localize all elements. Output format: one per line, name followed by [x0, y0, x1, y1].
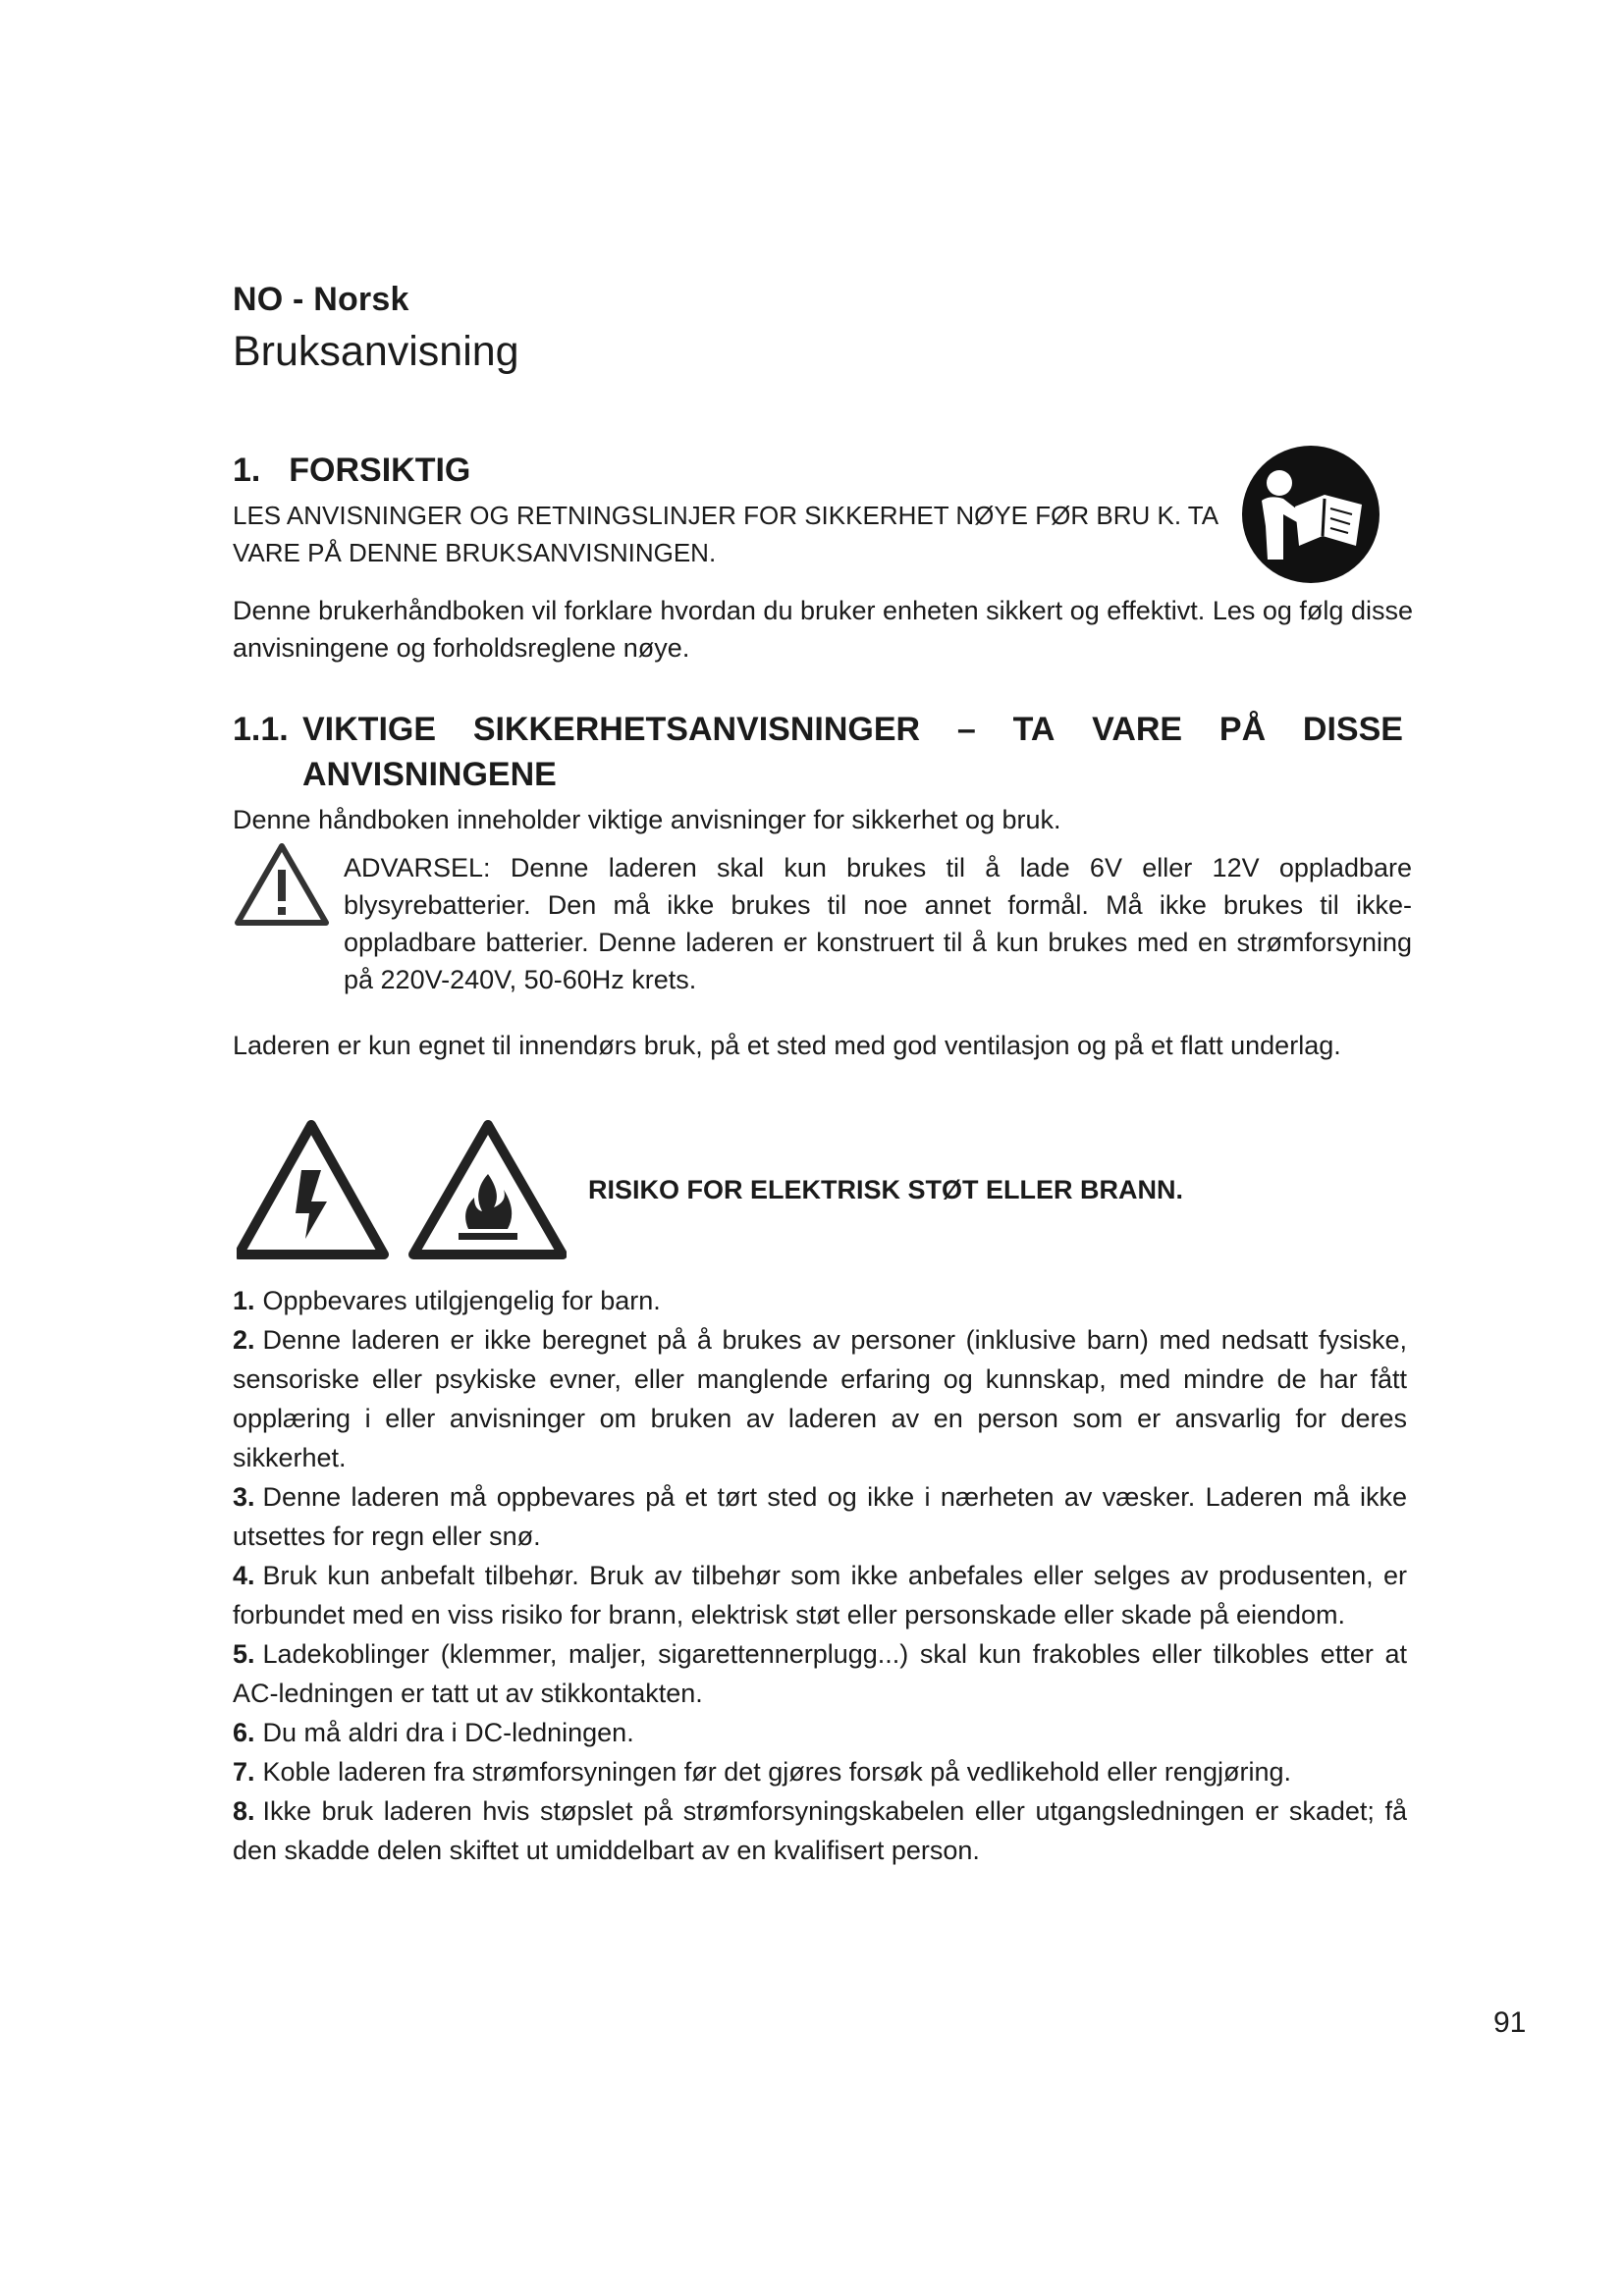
document-title: Bruksanvisning	[233, 328, 519, 375]
warning-triangle-icon	[235, 842, 329, 927]
list-item	[233, 1752, 1407, 1791]
language-heading: NO - Norsk	[233, 281, 409, 318]
list-item	[233, 1634, 1407, 1713]
section-1-1-intro: Denne håndboken inneholder viktige anvisninger for sikkerhet og bruk.	[233, 805, 1061, 834]
section-1-caps-notice	[233, 497, 1244, 571]
list-item-text: Bruk kun anbefalt tilbehør. Bruk av tilbehør som ikke anbefales eller selges av produsenten, er forbundet med en viss risiko for brann, elektrisk støt eller personskade eller skade på eiendom.	[233, 1561, 1407, 1629]
list-item-number: 7.	[233, 1757, 255, 1787]
read-manual-icon	[1240, 444, 1381, 585]
fire-hazard-icon	[413, 1125, 563, 1255]
heading-word: SIKKERHETSANVISNINGER	[472, 711, 921, 748]
list-item	[233, 1556, 1407, 1634]
page-number: 91	[1493, 2006, 1527, 2039]
section-1-intro: Denne brukerhåndboken vil forklare hvordan du bruker enheten sikkert og effektivt. Les og følg disse anvisningene og forholdsreglene nøye.	[233, 596, 1413, 663]
list-item	[233, 1713, 1407, 1752]
section-1-1-heading	[233, 707, 1403, 797]
list-item	[233, 1320, 1407, 1477]
heading-word: PÅ	[1218, 711, 1267, 748]
caps-notice-line: LES ANVISNINGER OG RETNINGSLINJER FOR SIKKERHET NØYE FØR BRU K. TA	[233, 501, 1219, 530]
list-item	[233, 1477, 1407, 1556]
heading-word: –	[956, 711, 976, 748]
heading-word: TA	[1012, 711, 1056, 748]
heading-word: DISSE	[1302, 711, 1403, 748]
list-item-number: 5.	[233, 1639, 255, 1669]
list-item	[233, 1281, 1407, 1320]
list-item-text: Koble laderen fra strømforsyningen før det gjøres forsøk på vedlikehold eller rengjøring.	[262, 1757, 1291, 1787]
warning-paragraph: ADVARSEL: Denne laderen skal kun brukes til å lade 6V eller 12V oppladbare blysyrebatterier. Den må ikke brukes til noe annet formål. Må ikke brukes til ikke-oppladbare batterier. Denne laderen er konstruert til å kun brukes med en strømforsyning på 220V-240V, 50-60Hz krets.	[344, 853, 1412, 994]
list-item-text: Denne laderen må oppbevares på et tørt sted og ikke i nærheten av væsker. Laderen må ikke utsettes for regn eller snø.	[233, 1482, 1407, 1551]
section-1-1-title-line2: ANVISNINGENE	[302, 756, 557, 793]
section-1-title: FORSIKTIG	[289, 452, 471, 489]
list-item-number: 4.	[233, 1561, 255, 1590]
heading-word: VARE	[1092, 711, 1183, 748]
list-item	[233, 1791, 1407, 1870]
safety-rules-list	[233, 1281, 1407, 1870]
list-item-number: 6.	[233, 1718, 255, 1747]
list-item-number: 2.	[233, 1325, 255, 1355]
list-item-text: Du må aldri dra i DC-ledningen.	[262, 1718, 634, 1747]
list-item-number: 8.	[233, 1796, 255, 1826]
electric-shock-icon	[239, 1125, 384, 1255]
section-1-1-number: 1.1.	[233, 711, 289, 748]
list-item-number: 3.	[233, 1482, 255, 1512]
list-item-text: Denne laderen er ikke beregnet på å brukes av personer (inklusive barn) med nedsatt fysiske, sensoriske eller psykiske evner, eller manglende erfaring og kunnskap, med mindre de har fått opplæring i eller anvisninger om bruken av laderen av en person som er ansvarlig for deres sikkerhet.	[233, 1325, 1407, 1472]
list-item-text: Ladekoblinger (klemmer, maljer, sigarettennerplugg...) skal kun frakobles eller tilkobles etter at AC-ledningen er tatt ut av stikkontakten.	[233, 1639, 1407, 1708]
list-item-text: Ikke bruk laderen hvis støpslet på strømforsyningskabelen eller utgangsledningen er skadet; få den skadde delen skiftet ut umiddelbart av en kvalifisert person.	[233, 1796, 1407, 1865]
indoor-use-paragraph: Laderen er kun egnet til innendørs bruk, på et sted med god ventilasjon og på et flatt underlag.	[233, 1031, 1341, 1060]
section-1-number: 1.	[233, 452, 261, 489]
heading-word: VIKTIGE	[302, 711, 437, 748]
list-item-number: 1.	[233, 1286, 255, 1315]
risk-label: RISIKO FOR ELEKTRISK STØT ELLER BRANN.	[588, 1175, 1184, 1204]
section-1-heading	[233, 452, 470, 490]
hazard-icons	[237, 1119, 567, 1260]
caps-notice-line: VARE PÅ DENNE BRUKSANVISNINGEN.	[233, 538, 717, 567]
list-item-text: Oppbevares utilgjengelig for barn.	[262, 1286, 661, 1315]
